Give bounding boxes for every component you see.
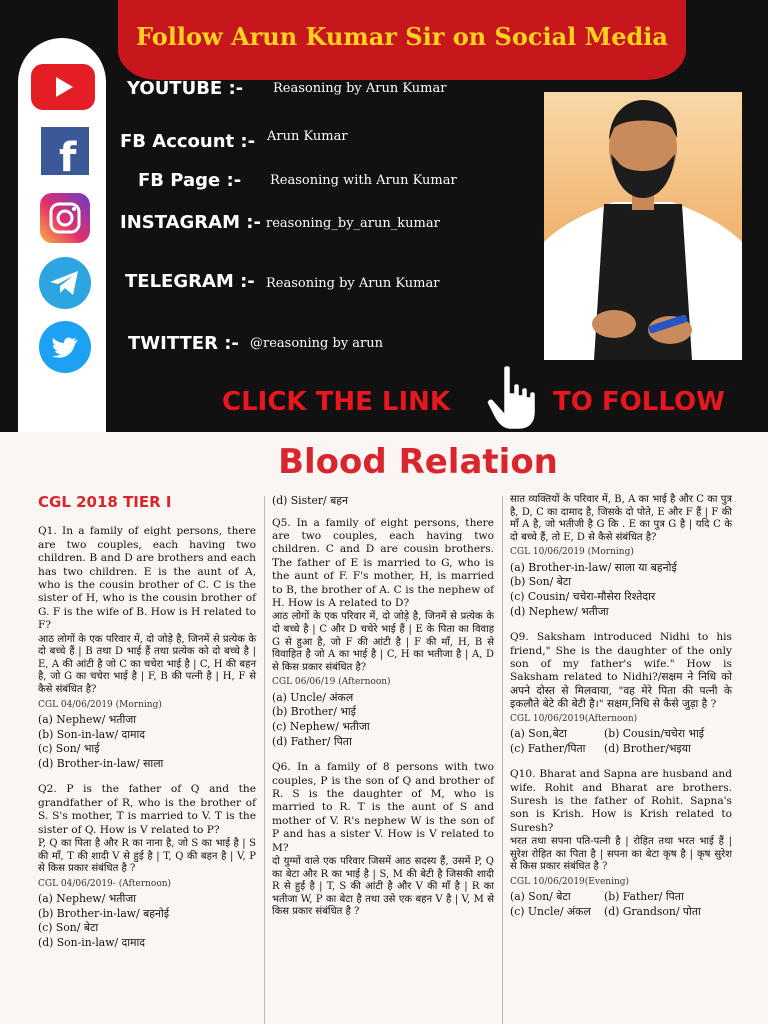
option: (b) Brother-in-law/ बहनोई: [38, 906, 170, 920]
instructor-photo: [544, 92, 742, 360]
option: (b) Father/ पिता: [604, 890, 684, 904]
option: (c) Son/ बेटा: [38, 921, 99, 935]
pointing-hand-icon: [483, 362, 541, 432]
option: (c) Nephew/ भतीजा: [272, 720, 370, 733]
option: (d) Nephew/ भतीजा: [510, 604, 609, 618]
question-q8-hindi: सात व्यक्तियों के परिवार में, B, A का भाई है और C का पुत्र है, D, C का दामाद है, जिसके दो पोते, E और F हैं | F की माँ A है, जो भतीजी है G कि . E का पुत्र G है | यदि C के दो बच्चे हैं, तो E, D से कैसे संबंधित है?: [510, 494, 732, 543]
fb-account-value[interactable]: Arun Kumar: [267, 129, 348, 144]
twitter-icon[interactable]: [38, 322, 92, 372]
question-q1: Q1. In a family of eight persons, there are two couples, each having two children. B and D are brothers and each has two children. E is the aunt of A, who is the cousin brother of C. C is the sister of H, who is the cousin brother of G. F is the wife of B. How is H related to F?: [38, 525, 256, 632]
facebook-icon[interactable]: [38, 126, 92, 176]
instagram-value[interactable]: reasoning_by_arun_kumar: [266, 216, 440, 231]
cta-to-follow[interactable]: TO FOLLOW: [553, 387, 725, 417]
twitter-label: TWITTER :-: [128, 333, 239, 354]
option: (d) Brother-in-law/ साला: [38, 756, 164, 770]
telegram-icon[interactable]: [38, 258, 92, 308]
youtube-icon[interactable]: [30, 62, 96, 112]
option: (d) Father/ पिता: [272, 734, 352, 748]
fb-account-label: FB Account :-: [120, 131, 256, 152]
cta-click-the-link[interactable]: CLICK THE LINK: [222, 387, 451, 417]
option-row: [510, 742, 732, 757]
exam-tier-heading: CGL 2018 TIER I: [38, 493, 172, 511]
option: (d) Grandson/ पोता: [604, 905, 701, 918]
youtube-value[interactable]: Reasoning by Arun Kumar: [273, 81, 447, 96]
question-source: CGL 06/06/19 (Afternoon): [272, 677, 391, 688]
telegram-value[interactable]: Reasoning by Arun Kumar: [266, 276, 440, 291]
question-source: CGL 04/06/2019- (Afternoon): [38, 878, 172, 889]
question-q2-hindi: P, Q का पिता है और R का नाना है, जो S का भाई है | S की माँ, T की शादी V से हुई है | T, Q की बहन है | V, P से किस प्रकार संबंधित है ?: [38, 838, 256, 875]
banner-title: Follow Arun Kumar Sir on Social Media: [136, 22, 668, 51]
question-q10: Q10. Bharat and Sapna are husband and wife. Rohit and Bharat are brothers. Suresh is the father of Rohit. Sapna's son is Krish. How is Krish related to Suresh?: [510, 768, 732, 834]
question-source: CGL 10/06/2019(Evening): [510, 877, 630, 887]
twitter-value[interactable]: @reasoning by arun: [250, 336, 384, 351]
option: (c) Son/ भाई: [38, 742, 100, 756]
youtube-label: YOUTUBE :-: [127, 78, 244, 99]
column-divider: [264, 496, 265, 1024]
question-q6-hindi: दो युग्मों वाले एक परिवार जिसमें आठ सदस्य हैं, उसमें P, Q का बेटा और R का भाई है | S, M की बेटी है जिसकी शादी R से हुई है | T, S की आंटी है और V की माँ है | R का भतीजा W, P का बेटा है तथा उसे एक बहन V है | V, M से किस प्रकार संबंधित है ?: [272, 856, 494, 918]
option: (b) Brother/ भाई: [272, 705, 356, 719]
fb-page-label: FB Page :-: [138, 170, 242, 191]
column-1: [38, 493, 256, 951]
question-q10-hindi: भरत तथा सपना पति-पत्नी है | रोहित तथा भरत भाई हैं | सुरेश रोहित का पिता है | सपना का बेटा कृष है | कृष सुरेश से किस प्रकार संबंधित है ?: [510, 836, 732, 873]
option-row: [510, 727, 732, 742]
svg-text:f: f: [59, 135, 77, 175]
option: (c) Father/पिता: [510, 741, 586, 755]
question-source: CGL 10/06/2019 (Morning): [510, 547, 634, 558]
option: (b) Son/ बेटा: [510, 575, 572, 589]
option-row: [510, 890, 732, 905]
column-divider: [502, 496, 503, 1024]
question-q9: Q9. Saksham introduced Nidhi to his friend," She is the daughter of the only son of my father's wife." How is Saksham related to Nidhi?/सक्षम ने निधि को अपने दोस्त से मिलवाया, "वह मेरे पिता की पत्नी के इकलौते बेटे की बेटी है।" सक्षम,निधि से कैसे जुड़ा है ?: [510, 631, 732, 711]
social-banner: [0, 0, 768, 432]
option: (c) Cousin/ चचेरा-मौसेरा रिश्तेदार: [510, 589, 656, 603]
option: (d) Sister/ बहन: [272, 494, 349, 507]
option: (a) Brother-in-law/ साला या बहनोई: [510, 560, 677, 574]
option: (d) Son-in-law/ दामाद: [38, 936, 146, 949]
option: (c) Uncle/ अंकल: [510, 905, 591, 918]
fb-page-value[interactable]: Reasoning with Arun Kumar: [270, 173, 457, 188]
option: (a) Uncle/ अंकल: [272, 690, 354, 704]
sheet-title: Blood Relation: [278, 442, 558, 482]
option: (b) Cousin/चचेरा भाई: [604, 727, 705, 740]
question-source: CGL 10/06/2019(Afternoon): [510, 713, 638, 724]
instagram-icon[interactable]: [38, 193, 92, 243]
option-row: [510, 905, 732, 920]
option: (b) Son-in-law/ दामाद: [38, 727, 146, 741]
column-2: [272, 494, 494, 921]
question-source: CGL 04/06/2019 (Morning): [38, 699, 162, 710]
question-q5-hindi: आठ लोगों के एक परिवार में, दो जोड़े है, जिनमें से प्रत्येक के दो बच्चे है | C और D चचेरे भाई हैं | E के पिता का विवाह G से हुआ है, जो F की आंटी है | F की माँ, H, B से विवाहित है जो A का भाई है | C, H का भतीजा है | A, D से किस प्रकार संबंधित है?: [272, 611, 494, 673]
question-q5: Q5. In a family of eight persons, there are two couples, each having two children. C and D are cousin brothers. The father of E is married to G, who is the aunt of F. F's mother, H, is married to B, the brother of A. C is the nephew of H. How is A related to D?: [272, 516, 494, 610]
telegram-label: TELEGRAM :-: [125, 271, 255, 292]
option: (a) Son/ बेटा: [510, 890, 571, 904]
instagram-label: INSTAGRAM :-: [120, 212, 261, 233]
column-3: [510, 494, 732, 920]
option: (a) Nephew/ भतीजा: [38, 892, 137, 906]
question-q6: Q6. In a family of 8 persons with two couples, P is the son of Q and brother of R. S is the daughter of M, who is married to R. T is the aunt of S and mother of V. R's nephew W is the son of P and has a sister V. How is V related to M?: [272, 761, 494, 854]
question-q2: Q2. P is the father of Q and the grandfather of R, who is the brother of S. S's mother, T is married to V. T is the sister of Q. How is V related to P?: [38, 783, 256, 836]
worksheet: [0, 432, 768, 1024]
option: (d) Brother/भइया: [604, 741, 691, 755]
option: (a) Nephew/ भतीजा: [38, 713, 137, 727]
question-q1-hindi: आठ लोगों के एक परिवार में, दो जोड़े है, जिनमें से प्रत्येक के दो बच्चे हैं | B तथा D भाई हैं तथा प्रत्येक को दो बच्चे है | E, A की आंटी है जो C का चचेरा भाई है | C, H की बहन है, जो G का चचेरा भाई है | F, B की पत्नी है | H, F से कैसे संबंधित है?: [38, 633, 256, 696]
option: (a) Son,बेटा: [510, 727, 567, 740]
